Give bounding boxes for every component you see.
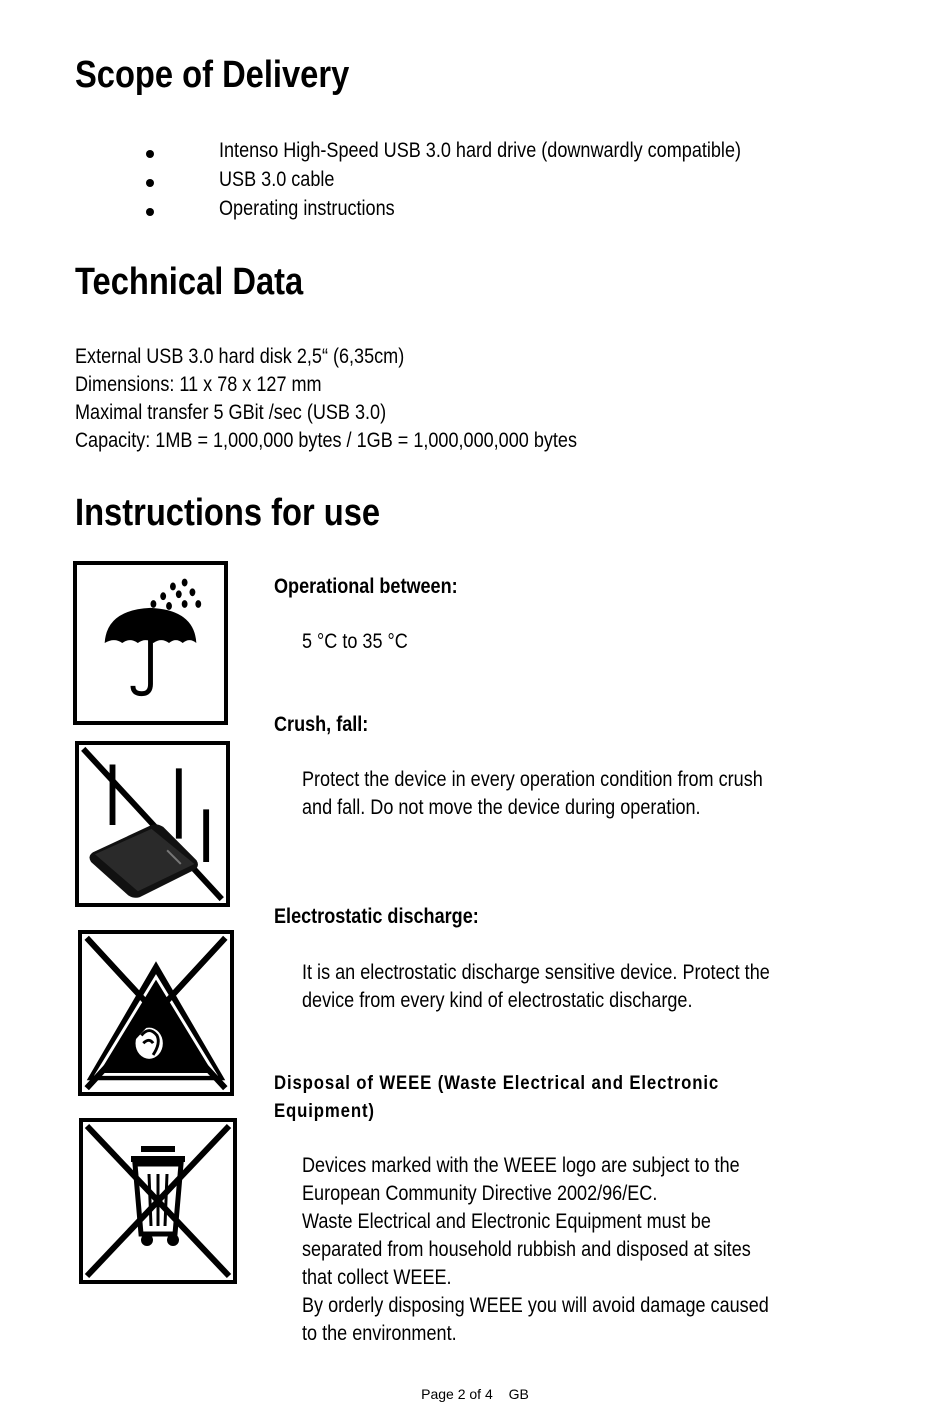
body-line: European Community Directive 2002/96/EC. [302,1182,658,1205]
operational-title: Operational between: [274,575,458,598]
technical-heading: Technical Data [75,261,304,303]
body-line: Protect the device in every operation condition from crush [302,768,763,791]
weee-title-line: Equipment) [274,1100,375,1122]
crush-fall-title: Crush, fall: [274,713,369,736]
instructions-heading: Instructions for use [75,492,381,534]
bullet [146,208,154,216]
body-line: By orderly disposing WEEE you will avoid damage caused [302,1294,769,1317]
body-line: It is an electrostatic discharge sensitive device. Protect the [302,961,770,984]
body-line: device from every kind of electrostatic discharge. [302,989,693,1012]
tech-line: Maximal transfer 5 GBit /sec (USB 3.0) [75,401,387,424]
list-item: USB 3.0 cable [219,168,335,191]
body-line: and fall. Do not move the device during operation. [302,796,701,819]
body-line: 5 °C to 35 °C [302,630,408,653]
bullet [146,179,154,187]
page-number: Page 2 of 4 [421,1386,493,1402]
weee-title [274,1069,719,1125]
list-item: Intenso High-Speed USB 3.0 hard drive (downwardly compatible) [219,139,742,162]
body-line: Devices marked with the WEEE logo are subject to the [302,1154,740,1177]
body-line: to the environment. [302,1322,457,1345]
crush-fall-text [302,766,763,822]
esd-warning-icon [78,930,234,1096]
scope-heading: Scope of Delivery [75,54,350,96]
tech-line: Capacity: 1MB = 1,000,000 bytes / 1GB = 1,000,000,000 bytes [75,429,577,452]
tech-line: External USB 3.0 hard disk 2,5“ (6,35cm) [75,345,405,368]
weee-title-line: Disposal of WEEE (Waste Electrical and Electronic [274,1072,720,1094]
technical-data [75,343,577,455]
esd-text [302,959,770,1015]
weee-text [302,1152,769,1348]
page-footer [0,1386,950,1402]
bullet [146,150,154,158]
operational-text [302,628,408,656]
esd-title: Electrostatic discharge: [274,905,479,928]
umbrella-rain-icon [73,561,228,725]
language-code: GB [508,1386,529,1402]
no-crush-fall-icon [75,741,230,907]
body-line: that collect WEEE. [302,1266,452,1289]
body-line: separated from household rubbish and disposed at sites [302,1238,751,1261]
weee-bin-icon [79,1118,237,1284]
tech-line: Dimensions: 11 x 78 x 127 mm [75,373,322,396]
body-line: Waste Electrical and Electronic Equipment must be [302,1210,711,1233]
list-item: Operating instructions [219,197,395,220]
